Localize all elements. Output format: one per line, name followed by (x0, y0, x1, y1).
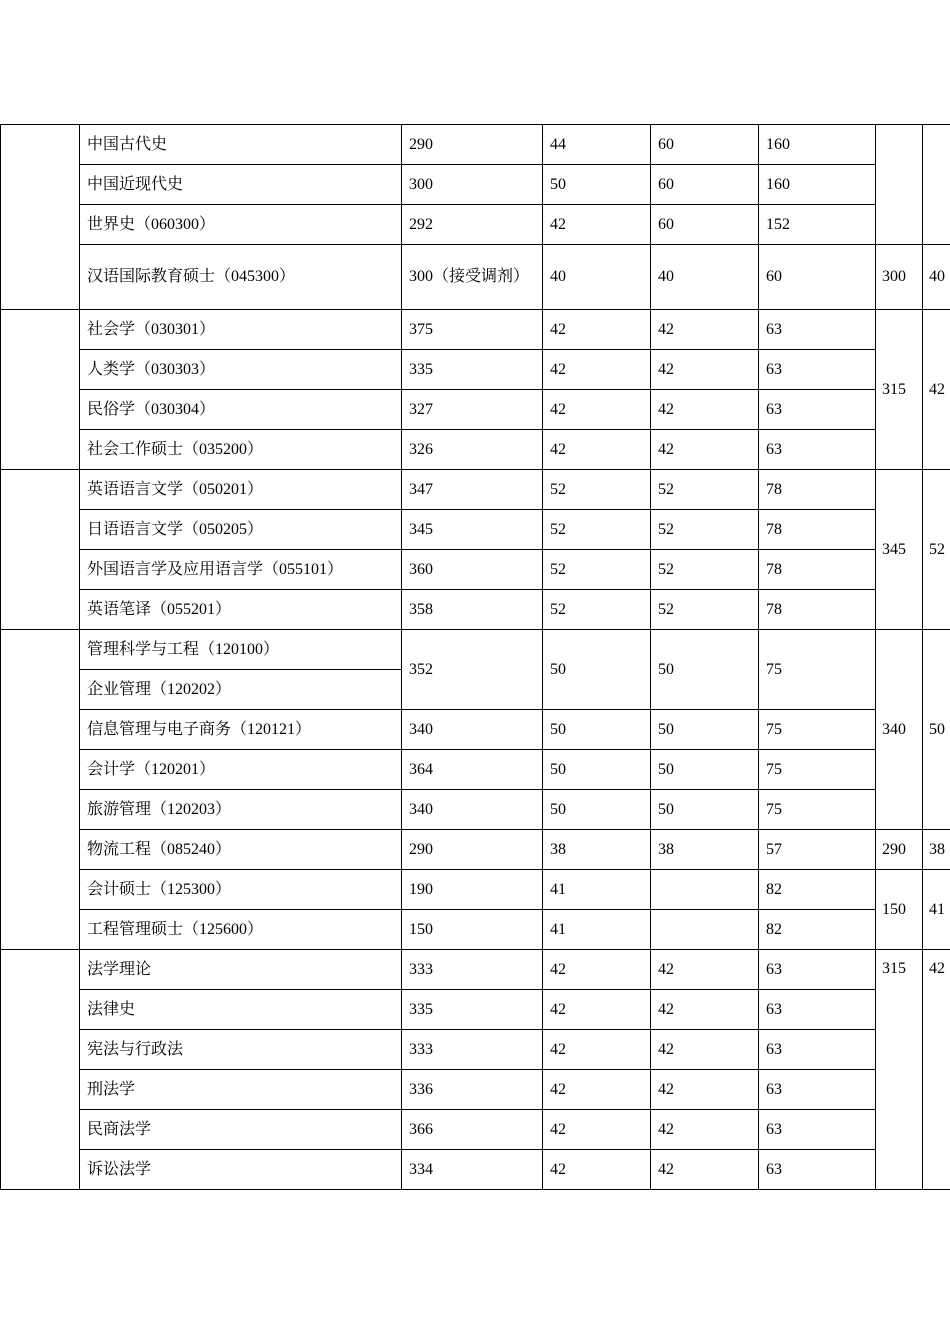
table-cell: 法律史 (80, 990, 402, 1030)
table-cell: 旅游管理（120203） (80, 790, 402, 830)
table-cell: 78 (759, 590, 876, 630)
table-cell: 42 (543, 950, 651, 990)
table-cell: 63 (759, 1110, 876, 1150)
table-cell: 42 (651, 390, 759, 430)
table-cell: 50 (543, 165, 651, 205)
table-cell: 42 (651, 310, 759, 350)
table-cell: 50 (651, 750, 759, 790)
table-cell: 336 (402, 1070, 543, 1110)
table-cell: 75 (759, 790, 876, 830)
table-cell: 41 (543, 870, 651, 910)
table-cell: 42 (543, 350, 651, 390)
table-cell: 法学理论 (80, 950, 402, 990)
table-cell: 38 (543, 830, 651, 870)
table-cell: 150 (402, 910, 543, 950)
table-cell: 工程管理硕士（125600） (80, 910, 402, 950)
table-cell: 347 (402, 470, 543, 510)
table-cell: 52 (651, 590, 759, 630)
table-row (1, 1030, 950, 1070)
table-cell: 290 (876, 830, 923, 870)
table-cell: 42 (651, 350, 759, 390)
table-cell: 75 (759, 750, 876, 790)
table-cell: 300（接受调剂） (402, 245, 543, 310)
table-cell: 50 (543, 630, 651, 710)
table-cell (1, 125, 80, 310)
table-cell: 刑法学 (80, 1070, 402, 1110)
table-cell: 社会工作硕士（035200） (80, 430, 402, 470)
table-cell: 世界史（060300） (80, 205, 402, 245)
table-cell: 190 (402, 870, 543, 910)
table-cell (1, 950, 80, 1190)
table-row (1, 710, 950, 750)
table-row (1, 205, 950, 245)
table-cell: 63 (759, 1030, 876, 1070)
table-cell: 汉语国际教育硕士（045300） (80, 245, 402, 310)
table-cell: 人类学（030303） (80, 350, 402, 390)
table-cell: 42 (543, 430, 651, 470)
table-row (1, 1110, 950, 1150)
table-cell: 50 (651, 630, 759, 710)
table-cell: 292 (402, 205, 543, 245)
table-cell: 42 (543, 1110, 651, 1150)
table-body (1, 125, 950, 1190)
table-cell: 52 (651, 510, 759, 550)
table-cell: 42 (923, 950, 950, 1190)
table-cell: 42 (651, 430, 759, 470)
table-cell: 52 (543, 510, 651, 550)
table-cell: 42 (651, 1150, 759, 1190)
table-cell: 企业管理（120202） (80, 670, 402, 710)
table-cell: 38 (651, 830, 759, 870)
table-cell: 152 (759, 205, 876, 245)
table-cell: 352 (402, 630, 543, 710)
table-cell: 290 (402, 830, 543, 870)
table-cell: 50 (651, 710, 759, 750)
table-cell: 40 (651, 245, 759, 310)
table-cell: 管理科学与工程（120100） (80, 630, 402, 670)
table-cell: 42 (651, 1110, 759, 1150)
table-cell: 366 (402, 1110, 543, 1150)
table-cell: 日语语言文学（050205） (80, 510, 402, 550)
table-cell: 英语笔译（055201） (80, 590, 402, 630)
table-row (1, 510, 950, 550)
table-cell: 物流工程（085240） (80, 830, 402, 870)
table-cell: 41 (923, 870, 950, 950)
table-cell: 340 (876, 630, 923, 830)
table-cell: 360 (402, 550, 543, 590)
table-cell: 335 (402, 990, 543, 1030)
table-row (1, 870, 950, 910)
table-cell: 57 (759, 830, 876, 870)
table-cell: 38 (923, 830, 950, 870)
table-cell: 160 (759, 165, 876, 205)
table-row (1, 830, 950, 870)
table-cell: 42 (543, 1070, 651, 1110)
table-cell: 60 (651, 125, 759, 165)
table-cell: 63 (759, 350, 876, 390)
table-cell: 315 (876, 310, 923, 470)
table-cell: 75 (759, 710, 876, 750)
table-cell: 52 (543, 470, 651, 510)
table-cell: 333 (402, 1030, 543, 1070)
table-cell: 82 (759, 870, 876, 910)
table-cell: 中国古代史 (80, 125, 402, 165)
table-cell: 宪法与行政法 (80, 1030, 402, 1070)
table-cell: 50 (543, 710, 651, 750)
table-cell: 326 (402, 430, 543, 470)
table-cell: 41 (543, 910, 651, 950)
table-cell (1, 470, 80, 630)
table-row (1, 125, 950, 165)
table-cell: 50 (651, 790, 759, 830)
table-row (1, 550, 950, 590)
table-cell: 375 (402, 310, 543, 350)
table-cell: 52 (923, 470, 950, 630)
table-cell: 60 (651, 205, 759, 245)
table-row (1, 950, 950, 990)
table-row (1, 470, 950, 510)
table-cell: 中国近现代史 (80, 165, 402, 205)
table-cell: 334 (402, 1150, 543, 1190)
table-cell: 外国语言学及应用语言学（055101） (80, 550, 402, 590)
table-cell: 340 (402, 790, 543, 830)
table-row (1, 590, 950, 630)
table-cell: 358 (402, 590, 543, 630)
table-cell (923, 125, 950, 245)
table-row (1, 390, 950, 430)
table-cell: 40 (923, 245, 950, 310)
table-cell: 会计学（120201） (80, 750, 402, 790)
table-cell: 63 (759, 950, 876, 990)
table-row (1, 750, 950, 790)
table-cell: 75 (759, 630, 876, 710)
table-cell (876, 125, 923, 245)
table-cell: 52 (543, 550, 651, 590)
table-cell: 50 (923, 630, 950, 830)
table-cell: 42 (651, 950, 759, 990)
table-cell: 42 (651, 1030, 759, 1070)
table-cell: 42 (543, 310, 651, 350)
table-row (1, 350, 950, 390)
table-row (1, 790, 950, 830)
table-cell: 会计硕士（125300） (80, 870, 402, 910)
table-cell: 327 (402, 390, 543, 430)
table-cell: 42 (543, 205, 651, 245)
table-cell (1, 310, 80, 470)
table-cell: 42 (923, 310, 950, 470)
table-cell: 63 (759, 390, 876, 430)
table-cell: 340 (402, 710, 543, 750)
score-table (0, 124, 950, 1190)
table-cell: 63 (759, 310, 876, 350)
table-cell: 82 (759, 910, 876, 950)
table-row (1, 1150, 950, 1190)
table-cell: 160 (759, 125, 876, 165)
table-cell: 44 (543, 125, 651, 165)
table-row (1, 165, 950, 205)
table-cell: 63 (759, 990, 876, 1030)
table-cell (651, 870, 759, 910)
table-cell: 信息管理与电子商务（120121） (80, 710, 402, 750)
table-cell: 50 (543, 750, 651, 790)
table-row (1, 430, 950, 470)
table-cell: 335 (402, 350, 543, 390)
table-row (1, 245, 950, 310)
table-cell (651, 910, 759, 950)
table-cell: 78 (759, 470, 876, 510)
table-cell: 60 (651, 165, 759, 205)
table-cell: 364 (402, 750, 543, 790)
table-cell: 42 (543, 1150, 651, 1190)
table-row (1, 910, 950, 950)
table-cell: 诉讼法学 (80, 1150, 402, 1190)
table-cell: 300 (402, 165, 543, 205)
table-cell: 63 (759, 1070, 876, 1110)
table-row (1, 990, 950, 1030)
table-row (1, 1070, 950, 1110)
table-cell (1, 630, 80, 950)
table-cell: 63 (759, 1150, 876, 1190)
table-cell: 300 (876, 245, 923, 310)
table-row (1, 310, 950, 350)
table-cell: 40 (543, 245, 651, 310)
table-cell: 社会学（030301） (80, 310, 402, 350)
table-cell: 民商法学 (80, 1110, 402, 1150)
table-cell: 英语语言文学（050201） (80, 470, 402, 510)
table-cell: 78 (759, 510, 876, 550)
table-cell: 52 (651, 470, 759, 510)
table-cell: 150 (876, 870, 923, 950)
table-cell: 315 (876, 950, 923, 1190)
table-cell: 42 (543, 390, 651, 430)
table-cell: 78 (759, 550, 876, 590)
table-cell: 民俗学（030304） (80, 390, 402, 430)
table-cell: 42 (651, 1070, 759, 1110)
table-cell: 290 (402, 125, 543, 165)
table-cell: 42 (543, 1030, 651, 1070)
table-cell: 50 (543, 790, 651, 830)
table-cell: 52 (543, 590, 651, 630)
table-cell: 345 (876, 470, 923, 630)
table-cell: 63 (759, 430, 876, 470)
table-cell: 333 (402, 950, 543, 990)
table-cell: 42 (543, 990, 651, 1030)
table-row (1, 630, 950, 670)
table-cell: 345 (402, 510, 543, 550)
table-cell: 52 (651, 550, 759, 590)
table-cell: 42 (651, 990, 759, 1030)
table-cell: 60 (759, 245, 876, 310)
